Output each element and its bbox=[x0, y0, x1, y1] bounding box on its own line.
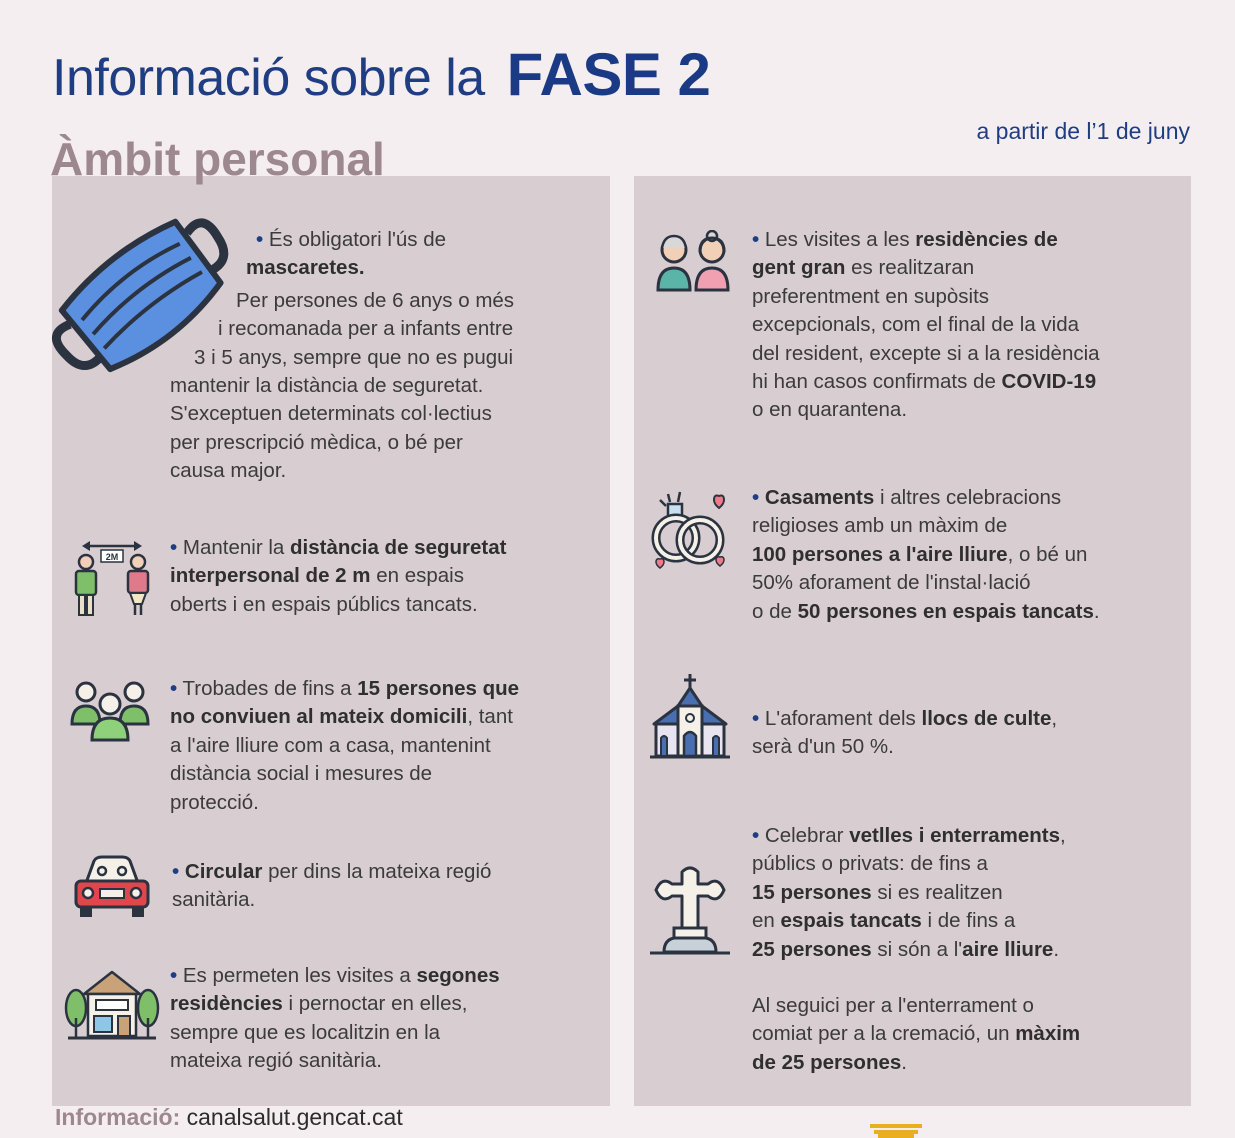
list-item-second-homes bbox=[170, 962, 590, 1076]
masks-line1: • És obligatori l'ús de bbox=[256, 228, 447, 251]
weddings-text-c: i altres celebracions bbox=[874, 486, 1062, 509]
house-icon bbox=[64, 968, 160, 1042]
worship-text-a: • L'aforament dels bbox=[752, 707, 922, 730]
meetings-text-f: distància social i mesures de bbox=[170, 762, 433, 786]
driving-text-a bbox=[172, 860, 185, 883]
funerals-text-k: si són a l' bbox=[871, 937, 963, 961]
masks-line5: 3 i 5 anys, sempre que no es pugui bbox=[194, 345, 514, 369]
weddings-text-h: o de bbox=[752, 599, 798, 623]
weddings-text-i: 50 persones en espais tancats bbox=[797, 599, 1094, 623]
page-title bbox=[52, 40, 710, 109]
masks-line6: mantenir la distància de seguretat. bbox=[170, 374, 484, 398]
title-phase: FASE 2 bbox=[506, 41, 711, 108]
elderly-text-a: • Les visites a les bbox=[752, 228, 916, 251]
footer-url[interactable]: canalsalut.gencat.cat bbox=[186, 1104, 403, 1130]
elderly-text-b: residències de bbox=[915, 228, 1058, 251]
bullet-marker: • bbox=[170, 536, 178, 559]
masks-line2: mascaretes. bbox=[246, 256, 365, 280]
meetings-text-g: protecció. bbox=[170, 790, 259, 814]
funerals-text-a: • Celebrar bbox=[752, 824, 850, 847]
bullet-marker: • bbox=[752, 707, 760, 730]
bullet-marker: • bbox=[170, 677, 178, 700]
bullet-marker: • bbox=[752, 486, 760, 509]
weddings-text-d: religioses amb un màxim de bbox=[752, 514, 1008, 538]
distance-text-c: interpersonal de 2 m bbox=[170, 564, 371, 588]
bullet-marker: • bbox=[172, 860, 180, 883]
funerals-text-i: i de fins a bbox=[921, 909, 1016, 933]
masks-line8: per prescripció mèdica, o bé per bbox=[170, 430, 463, 454]
distance-text-e: oberts i en espais públics tancats. bbox=[170, 592, 478, 616]
section-subtitle: Àmbit personal bbox=[50, 133, 385, 185]
weddings-text-b: Casaments bbox=[764, 486, 875, 509]
second-homes-text-a: • Es permeten les visites a bbox=[170, 964, 417, 987]
car-icon bbox=[72, 855, 152, 921]
driving-text-d: sanitària. bbox=[172, 888, 256, 912]
driving-text-c: per dins la mateixa regió bbox=[262, 860, 492, 883]
list-item-elderly bbox=[752, 226, 1172, 425]
elderly-text-h: hi han casos confirmats de bbox=[752, 370, 1002, 394]
bullet-marker: • bbox=[170, 964, 178, 987]
elderly-text-i: COVID-19 bbox=[1001, 370, 1097, 394]
church-icon bbox=[650, 674, 730, 760]
weddings-text-g: 50% aforament de l'instal·lació bbox=[752, 571, 1031, 595]
masks-line3: Per persones de 6 anys o més bbox=[236, 288, 515, 312]
funerals-text-f: si es realitzen bbox=[871, 880, 1003, 904]
meetings-text-d: , tant bbox=[467, 705, 513, 729]
funerals-text-g: en bbox=[752, 909, 781, 933]
meetings-text-c: no conviuen al mateix domicili bbox=[170, 705, 468, 729]
elderly-text-j: o en quarantena. bbox=[752, 398, 908, 422]
distance-text-d: en espais bbox=[370, 564, 464, 588]
elderly-text-c: gent gran bbox=[752, 256, 846, 280]
title-prefix: Informació sobre la bbox=[52, 49, 485, 107]
funerals-text-p: màxim bbox=[1015, 1022, 1081, 1046]
funerals-text-n: Al seguici per a l'enterrament o bbox=[752, 994, 1034, 1018]
masks-line4: i recomanada per a infants entre bbox=[218, 317, 514, 341]
list-item-masks bbox=[170, 226, 590, 486]
driving-text-b: Circular bbox=[184, 860, 263, 883]
elderly-text-f: excepcionals, com el final de la vida bbox=[752, 313, 1080, 337]
distance-text-a: • Mantenir la bbox=[170, 536, 290, 559]
meetings-text-a: • Trobades de fins a bbox=[170, 677, 358, 700]
masks-line9: causa major. bbox=[170, 459, 287, 483]
funerals-text-e: 15 persones bbox=[752, 880, 872, 904]
second-homes-text-c: residències bbox=[170, 992, 283, 1016]
funerals-text-q: de 25 persones bbox=[752, 1050, 902, 1074]
funerals-text-l: aire lliure bbox=[962, 937, 1054, 961]
bullet-marker: • bbox=[752, 824, 760, 847]
weddings-text-j: . bbox=[1093, 599, 1100, 623]
worship-text-d: serà d'un 50 %. bbox=[752, 735, 894, 759]
funerals-text-c: , bbox=[1060, 824, 1066, 847]
list-item-worship bbox=[752, 705, 1172, 762]
government-logo-icon bbox=[868, 1122, 924, 1138]
list-item-meetings bbox=[170, 675, 590, 817]
second-homes-text-f: mateixa regió sanitària. bbox=[170, 1049, 382, 1073]
funerals-text-h: espais tancats bbox=[780, 909, 922, 933]
distance-text-b: distància de seguretat bbox=[290, 536, 507, 559]
funerals-text-j: 25 persones bbox=[752, 937, 872, 961]
worship-text-b: llocs de culte bbox=[921, 707, 1052, 730]
wedding-rings-icon bbox=[650, 490, 732, 572]
list-item-funerals bbox=[752, 822, 1172, 1077]
second-homes-text-d: i pernoctar en elles, bbox=[282, 992, 468, 1016]
list-item-weddings bbox=[752, 484, 1172, 626]
meetings-text-b: 15 persones que bbox=[357, 677, 520, 700]
weddings-text-a bbox=[752, 486, 765, 509]
funerals-text-m: . bbox=[1053, 937, 1060, 961]
list-item-distance bbox=[170, 534, 590, 619]
bullet-marker: • bbox=[256, 228, 264, 251]
elderly-text-g: del resident, excepte si a la residència bbox=[752, 341, 1100, 365]
elderly-text-e: preferentment en supòsits bbox=[752, 284, 990, 308]
list-item-driving bbox=[172, 858, 592, 915]
weddings-text-f: , o bé un bbox=[1007, 542, 1088, 566]
second-homes-text-b: segones bbox=[416, 964, 500, 987]
footer-source bbox=[55, 1104, 403, 1131]
second-homes-text-e: sempre que es localitzin en la bbox=[170, 1020, 441, 1044]
meetings-text-e: a l'aire lliure com a casa, mantenint bbox=[170, 733, 491, 757]
effective-date: a partir de l’1 de juny bbox=[976, 118, 1190, 144]
masks-line7: S'exceptuen determinats col·lectius bbox=[170, 402, 492, 426]
funerals-text-o: comiat per a la cremació, un bbox=[752, 1022, 1016, 1046]
bullet-marker: • bbox=[752, 228, 760, 251]
funerals-text-d: públics o privats: de fins a bbox=[752, 852, 988, 876]
funerals-text-r: . bbox=[901, 1050, 907, 1074]
group-icon bbox=[70, 680, 150, 744]
weddings-text-e: 100 persones a l'aire lliure bbox=[752, 542, 1008, 566]
worship-text-c: , bbox=[1051, 707, 1058, 730]
footer-label: Informació: bbox=[55, 1104, 181, 1130]
elderly-couple-icon bbox=[654, 230, 734, 292]
social-distance-icon bbox=[70, 538, 156, 618]
funerals-text-b: vetlles i enterraments bbox=[849, 824, 1060, 847]
distance-icon-label: 2M bbox=[105, 552, 119, 562]
cross-icon bbox=[650, 866, 730, 958]
elderly-text-d: es realitzaran bbox=[845, 256, 975, 280]
